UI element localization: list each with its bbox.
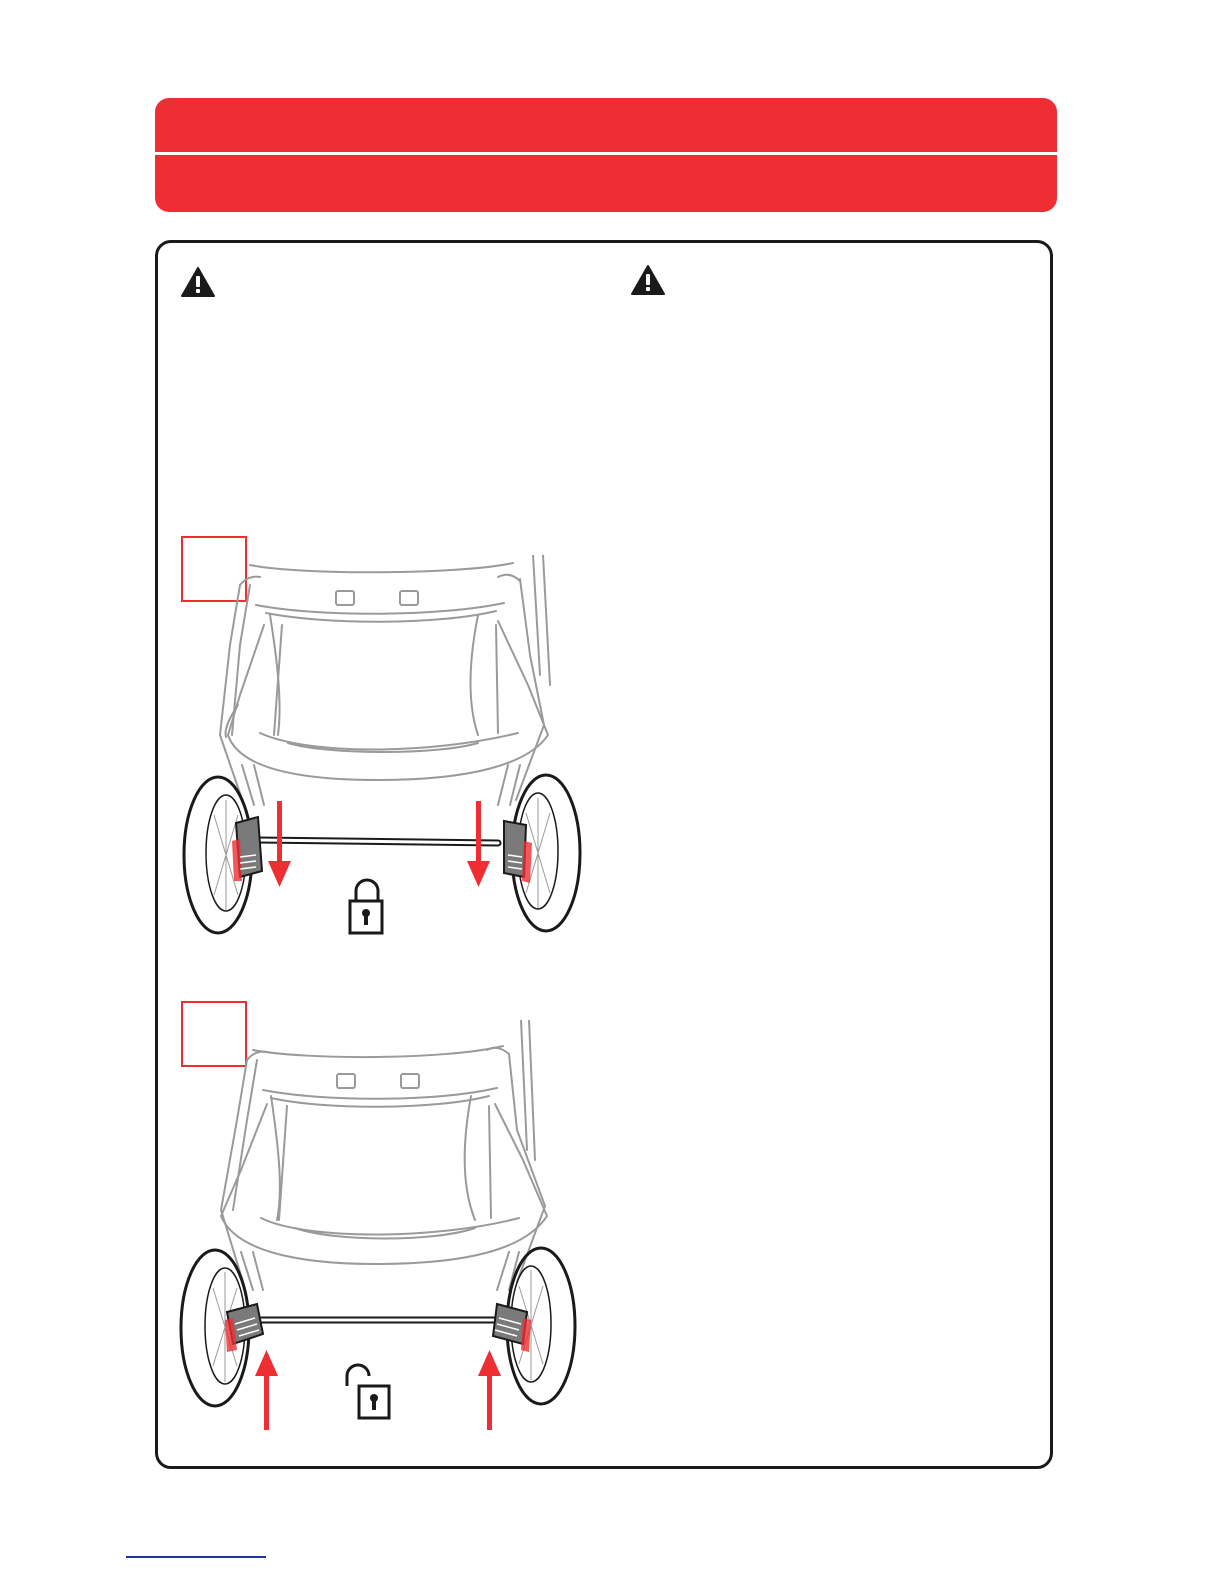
lock-closed-icon [350,880,382,933]
header-subtitle [179,166,1033,198]
header-title [179,110,1033,142]
stroller-brake-unlock-illustration [175,1020,585,1435]
header-band [155,98,1057,212]
lock-open-icon [347,1365,389,1418]
warning-triangle-icon [630,264,666,296]
footer-rule [126,1556,266,1558]
stroller-brake-lock-illustration [178,555,588,945]
warning-triangle-icon [180,266,216,298]
header-divider [155,152,1057,155]
